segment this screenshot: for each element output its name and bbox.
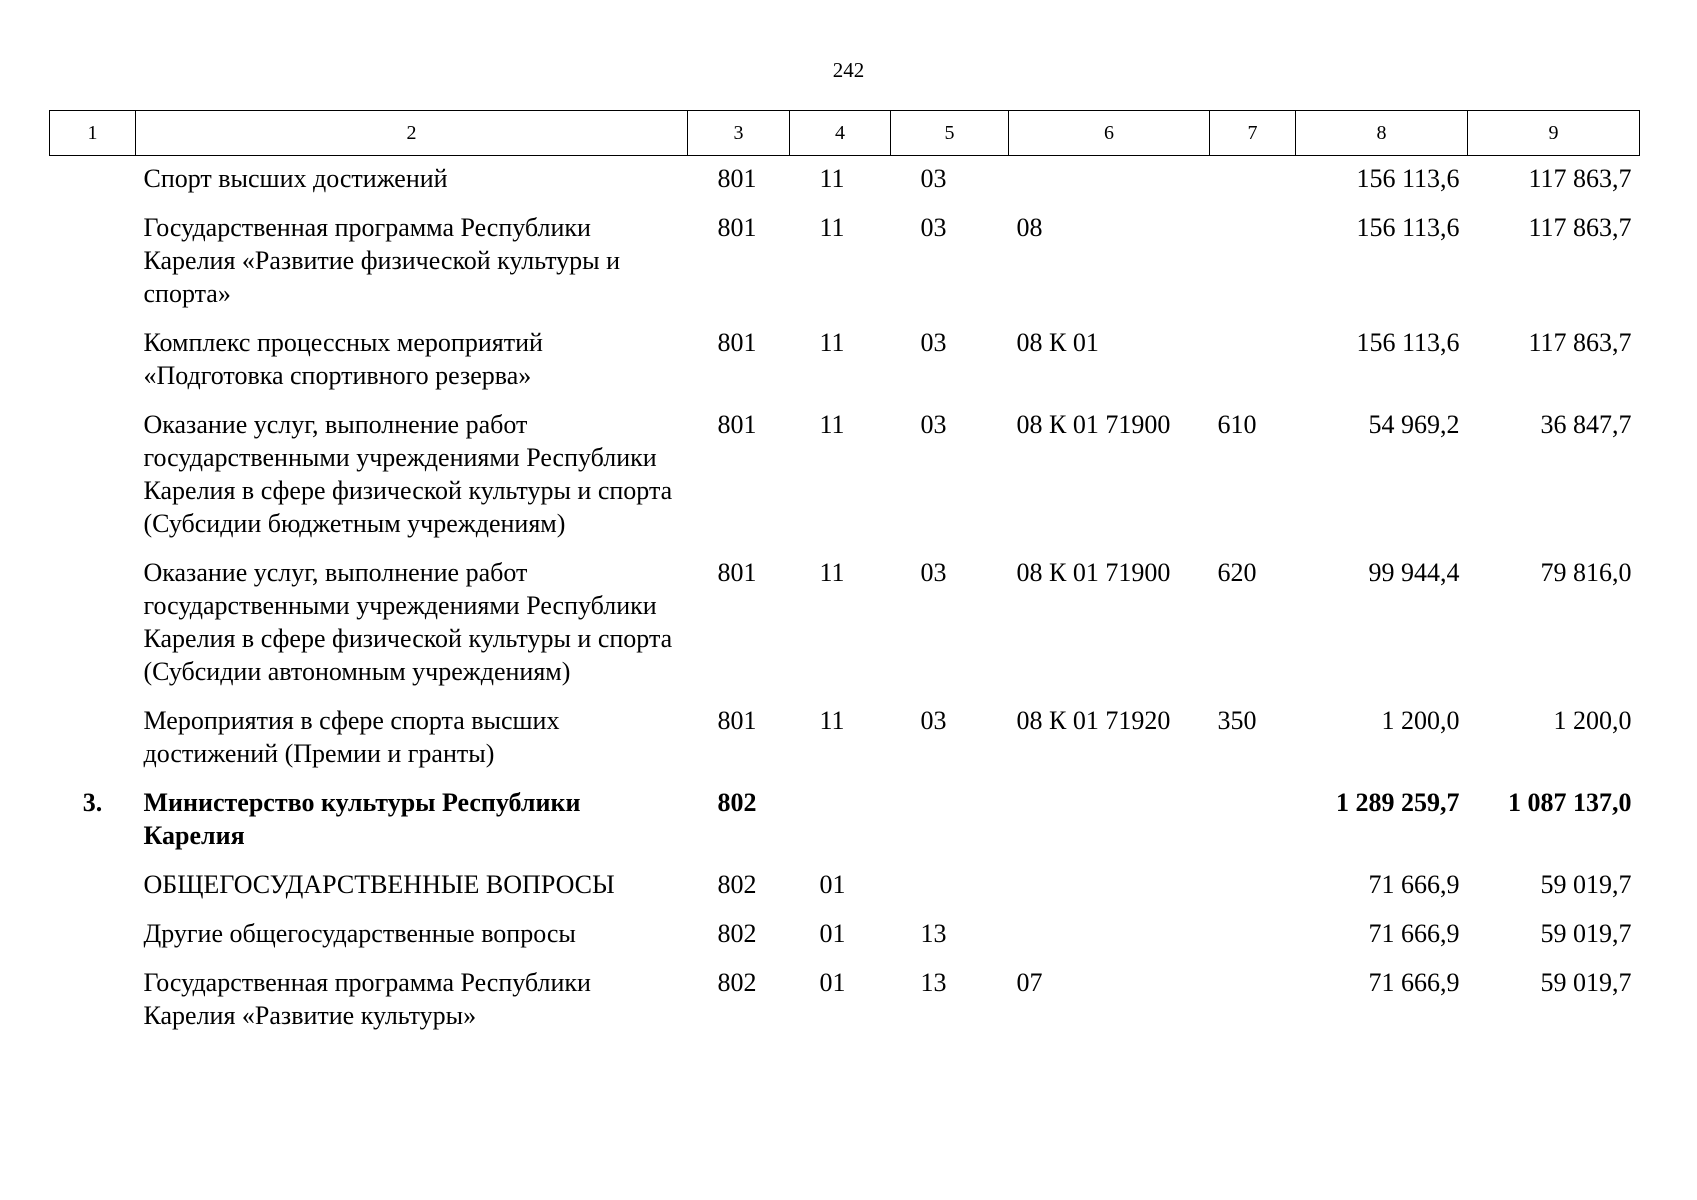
header-col-1: 1	[50, 111, 136, 156]
table-row	[50, 778, 1640, 860]
row-code-target	[1009, 778, 1210, 860]
row-amount-1: 156 113,6	[1356, 213, 1460, 242]
row-name: ОБЩЕГОСУДАРСТВЕННЫЕ ВОПРОСЫ	[143, 870, 615, 899]
row-code-section: 01	[819, 968, 846, 997]
header-col-2: 2	[136, 111, 688, 156]
row-name: Другие общегосударственные вопросы	[143, 919, 576, 948]
header-col-5: 5	[891, 111, 1009, 156]
row-code-ministry: 801	[717, 410, 757, 439]
row-code-expense-type: 620	[1217, 558, 1257, 587]
row-code-ministry: 801	[717, 706, 757, 735]
row-code-expense-type	[1210, 909, 1296, 958]
table-body	[50, 156, 1640, 1041]
header-col-4: 4	[790, 111, 891, 156]
row-code-ministry: 802	[717, 919, 757, 948]
row-code-target	[1009, 156, 1210, 204]
row-code-target: 07	[1016, 968, 1043, 997]
row-code-section: 11	[819, 706, 845, 735]
row-code-ministry: 801	[717, 558, 757, 587]
row-amount-1: 156 113,6	[1356, 164, 1460, 193]
row-code-subsection: 03	[920, 164, 947, 193]
header-row	[50, 111, 1640, 156]
row-name: Комплекс процессных мероприятий «Подготовка спортивного резерва»	[143, 328, 543, 390]
header-col-3: 3	[688, 111, 790, 156]
row-code-subsection	[891, 778, 1009, 860]
table-row	[50, 860, 1640, 909]
row-number	[50, 548, 136, 696]
row-code-subsection: 03	[920, 213, 947, 242]
row-name: Оказание услуг, выполнение работ государственными учреждениями Республики Карелия в сфере физической культуры и спорта (Субсидии автономным учреждениям)	[143, 558, 673, 686]
table-row	[50, 909, 1640, 958]
table-row	[50, 156, 1640, 204]
row-code-section: 01	[819, 919, 846, 948]
row-code-section: 11	[819, 328, 845, 357]
row-code-target: 08	[1016, 213, 1043, 242]
row-code-subsection: 03	[920, 328, 947, 357]
row-code-ministry: 801	[717, 164, 757, 193]
row-amount-2: 59 019,7	[1540, 919, 1632, 948]
table-row	[50, 203, 1640, 318]
row-code-expense-type	[1210, 860, 1296, 909]
row-code-section: 11	[819, 558, 845, 587]
row-code-target	[1009, 860, 1210, 909]
row-code-section: 11	[819, 410, 845, 439]
row-number	[50, 958, 136, 1040]
header-col-9: 9	[1468, 111, 1640, 156]
row-code-target: 08 К 01 71920	[1016, 706, 1171, 735]
row-code-subsection: 03	[920, 558, 947, 587]
header-col-6: 6	[1009, 111, 1210, 156]
row-amount-1: 71 666,9	[1368, 968, 1460, 997]
row-code-ministry: 802	[717, 788, 757, 817]
row-amount-1: 1 200,0	[1381, 706, 1460, 735]
row-code-target: 08 К 01	[1016, 328, 1099, 357]
row-amount-2: 117 863,7	[1528, 164, 1632, 193]
row-name: Оказание услуг, выполнение работ государственными учреждениями Республики Карелия в сфере физической культуры и спорта (Субсидии бюджетным учреждениям)	[143, 410, 673, 538]
row-code-ministry: 801	[717, 328, 757, 357]
row-code-subsection	[891, 860, 1009, 909]
row-amount-1: 156 113,6	[1356, 328, 1460, 357]
row-number	[50, 696, 136, 778]
row-number	[50, 318, 136, 400]
row-code-ministry: 802	[717, 870, 757, 899]
row-number: 3.	[82, 788, 103, 817]
row-code-ministry: 801	[717, 213, 757, 242]
row-amount-2: 1 200,0	[1553, 706, 1632, 735]
table-row	[50, 958, 1640, 1040]
row-code-expense-type: 350	[1217, 706, 1257, 735]
row-amount-2: 117 863,7	[1528, 328, 1632, 357]
row-amount-2: 59 019,7	[1540, 870, 1632, 899]
row-number	[50, 909, 136, 958]
table-row	[50, 318, 1640, 400]
row-code-section	[790, 778, 891, 860]
row-amount-1: 54 969,2	[1368, 410, 1460, 439]
table-row	[50, 548, 1640, 696]
row-code-target	[1009, 909, 1210, 958]
row-code-expense-type	[1210, 203, 1296, 318]
row-amount-1: 99 944,4	[1368, 558, 1460, 587]
row-amount-1: 1 289 259,7	[1336, 788, 1460, 817]
row-code-subsection: 13	[920, 968, 947, 997]
row-amount-2: 36 847,7	[1540, 410, 1632, 439]
row-amount-1: 71 666,9	[1368, 870, 1460, 899]
row-code-expense-type	[1210, 958, 1296, 1040]
row-code-target: 08 К 01 71900	[1016, 558, 1171, 587]
row-number	[50, 203, 136, 318]
row-code-section: 11	[819, 213, 845, 242]
row-name: Министерство культуры Республики Карелия	[143, 788, 581, 850]
row-amount-2: 79 816,0	[1540, 558, 1632, 587]
row-number	[50, 860, 136, 909]
row-code-expense-type	[1210, 318, 1296, 400]
row-name: Спорт высших достижений	[143, 164, 448, 193]
table-row	[50, 696, 1640, 778]
row-name: Государственная программа Республики Карелия «Развитие физической культуры и спорта»	[143, 213, 621, 308]
row-amount-2: 59 019,7	[1540, 968, 1632, 997]
header-col-7: 7	[1210, 111, 1296, 156]
row-amount-2: 117 863,7	[1528, 213, 1632, 242]
row-code-target: 08 К 01 71900	[1016, 410, 1171, 439]
row-amount-1: 71 666,9	[1368, 919, 1460, 948]
row-code-subsection: 03	[920, 706, 947, 735]
row-number	[50, 156, 136, 204]
row-code-subsection: 03	[920, 410, 947, 439]
row-code-subsection: 13	[920, 919, 947, 948]
row-code-section: 11	[819, 164, 845, 193]
row-name: Мероприятия в сфере спорта высших достижений (Премии и гранты)	[143, 706, 560, 768]
row-number	[50, 400, 136, 548]
row-code-expense-type	[1210, 156, 1296, 204]
row-name: Государственная программа Республики Карелия «Развитие культуры»	[143, 968, 591, 1030]
row-code-section: 01	[819, 870, 846, 899]
page-number: 242	[832, 58, 865, 82]
row-code-expense-type	[1210, 778, 1296, 860]
row-code-expense-type: 610	[1217, 410, 1257, 439]
budget-table	[49, 110, 1640, 1040]
row-amount-2: 1 087 137,0	[1508, 788, 1632, 817]
row-code-ministry: 802	[717, 968, 757, 997]
table-row	[50, 400, 1640, 548]
header-col-8: 8	[1296, 111, 1468, 156]
